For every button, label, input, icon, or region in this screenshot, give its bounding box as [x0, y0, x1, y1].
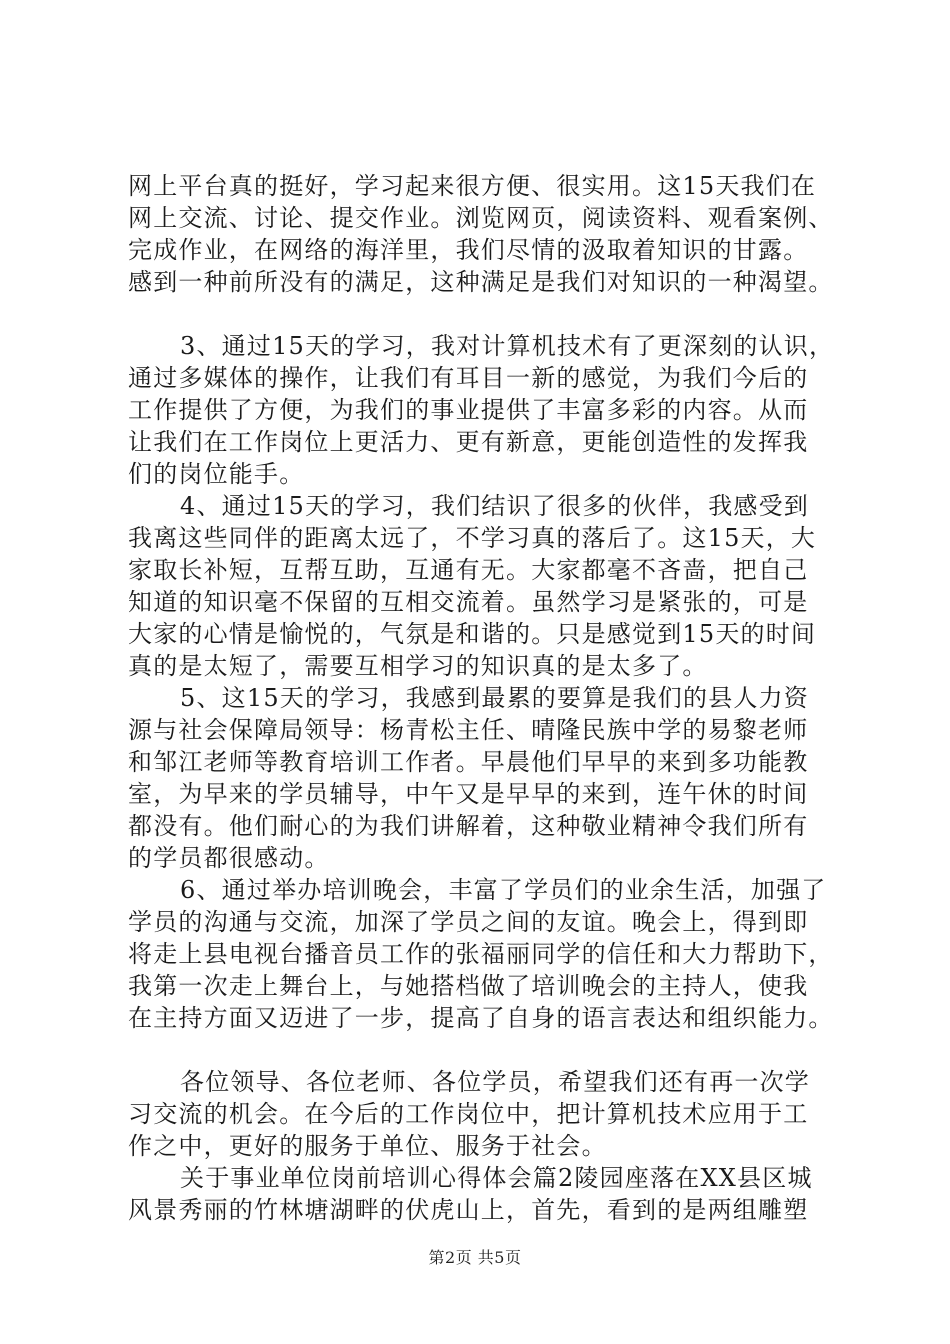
text-line: 源与社会保障局领导：杨青松主任、晴隆民族中学的易黎老师 [128, 716, 809, 744]
blank-line [128, 1034, 848, 1066]
text-line: 完成作业，在网络的海洋里，我们尽情的汲取着知识的甘露。 [128, 236, 809, 264]
text-line: 在主持方面又迈进了一步，提高了自身的语言表达和组织能力。 [128, 1004, 834, 1032]
text-line: 网上交流、讨论、提交作业。浏览网页，阅读资料、观看案例、 [128, 204, 834, 232]
text-line: 关于事业单位岗前培训心得体会篇2陵园座落在XX县区城 [180, 1164, 813, 1192]
text-line: 感到一种前所没有的满足，这种满足是我们对知识的一种渴望。 [128, 268, 834, 296]
text-line: 和邹江老师等教育培训工作者。早晨他们早早的来到多功能教 [128, 748, 809, 776]
document-body [128, 170, 848, 1226]
text-line: 我第一次走上舞台上，与她搭档做了培训晚会的主持人，使我 [128, 972, 809, 1000]
text-line: 通过多媒体的操作，让我们有耳目一新的感觉，为我们今后的 [128, 364, 809, 392]
text-line: 大家的心情是愉悦的，气氛是和谐的。只是感觉到15天的时间 [128, 620, 817, 648]
blank-line [128, 298, 848, 330]
text-line: 家取长补短，互帮互助，互通有无。大家都毫不吝啬，把自己 [128, 556, 809, 584]
text-line: 都没有。他们耐心的为我们讲解着，这种敬业精神令我们所有 [128, 812, 809, 840]
text-line: 习交流的机会。在今后的工作岗位中，把计算机技术应用于工 [128, 1100, 809, 1128]
page-footer: 第2页 共5页 [428, 1248, 522, 1267]
text-line: 5、这15天的学习，我感到最累的要算是我们的县人力资 [180, 684, 810, 712]
text-line: 风景秀丽的竹林塘湖畔的伏虎山上，首先，看到的是两组雕塑 [128, 1196, 809, 1224]
text-line: 工作提供了方便，为我们的事业提供了丰富多彩的内容。从而 [128, 396, 809, 424]
text-line: 的学员都很感动。 [128, 844, 330, 872]
text-line: 3、通过15天的学习，我对计算机技术有了更深刻的认识， [180, 332, 835, 360]
text-line: 知道的知识毫不保留的互相交流着。虽然学习是紧张的，可是 [128, 588, 809, 616]
text-line: 真的是太短了，需要互相学习的知识真的是太多了。 [128, 652, 708, 680]
text-line: 网上平台真的挺好，学习起来很方便、很实用。这15天我们在 [128, 172, 817, 200]
text-line: 6、通过举办培训晚会，丰富了学员们的业余生活，加强了 [180, 876, 827, 904]
text-line: 各位领导、各位老师、各位学员，希望我们还有再一次学 [180, 1068, 810, 1096]
text-line: 将走上县电视台播音员工作的张福丽同学的信任和大力帮助下， [128, 940, 834, 968]
text-line: 们的岗位能手。 [128, 460, 305, 488]
text-line: 让我们在工作岗位上更活力、更有新意，更能创造性的发挥我 [128, 428, 809, 456]
text-line: 室，为早来的学员辅导，中午又是早早的来到，连午休的时间 [128, 780, 809, 808]
text-line: 4、通过15天的学习，我们结识了很多的伙伴，我感受到 [180, 492, 810, 520]
text-line: 我离这些同伴的距离太远了，不学习真的落后了。这15天，大 [128, 524, 817, 552]
text-line: 作之中，更好的服务于单位、服务于社会。 [128, 1132, 607, 1160]
text-line: 学员的沟通与交流，加深了学员之间的友谊。晚会上，得到即 [128, 908, 809, 936]
